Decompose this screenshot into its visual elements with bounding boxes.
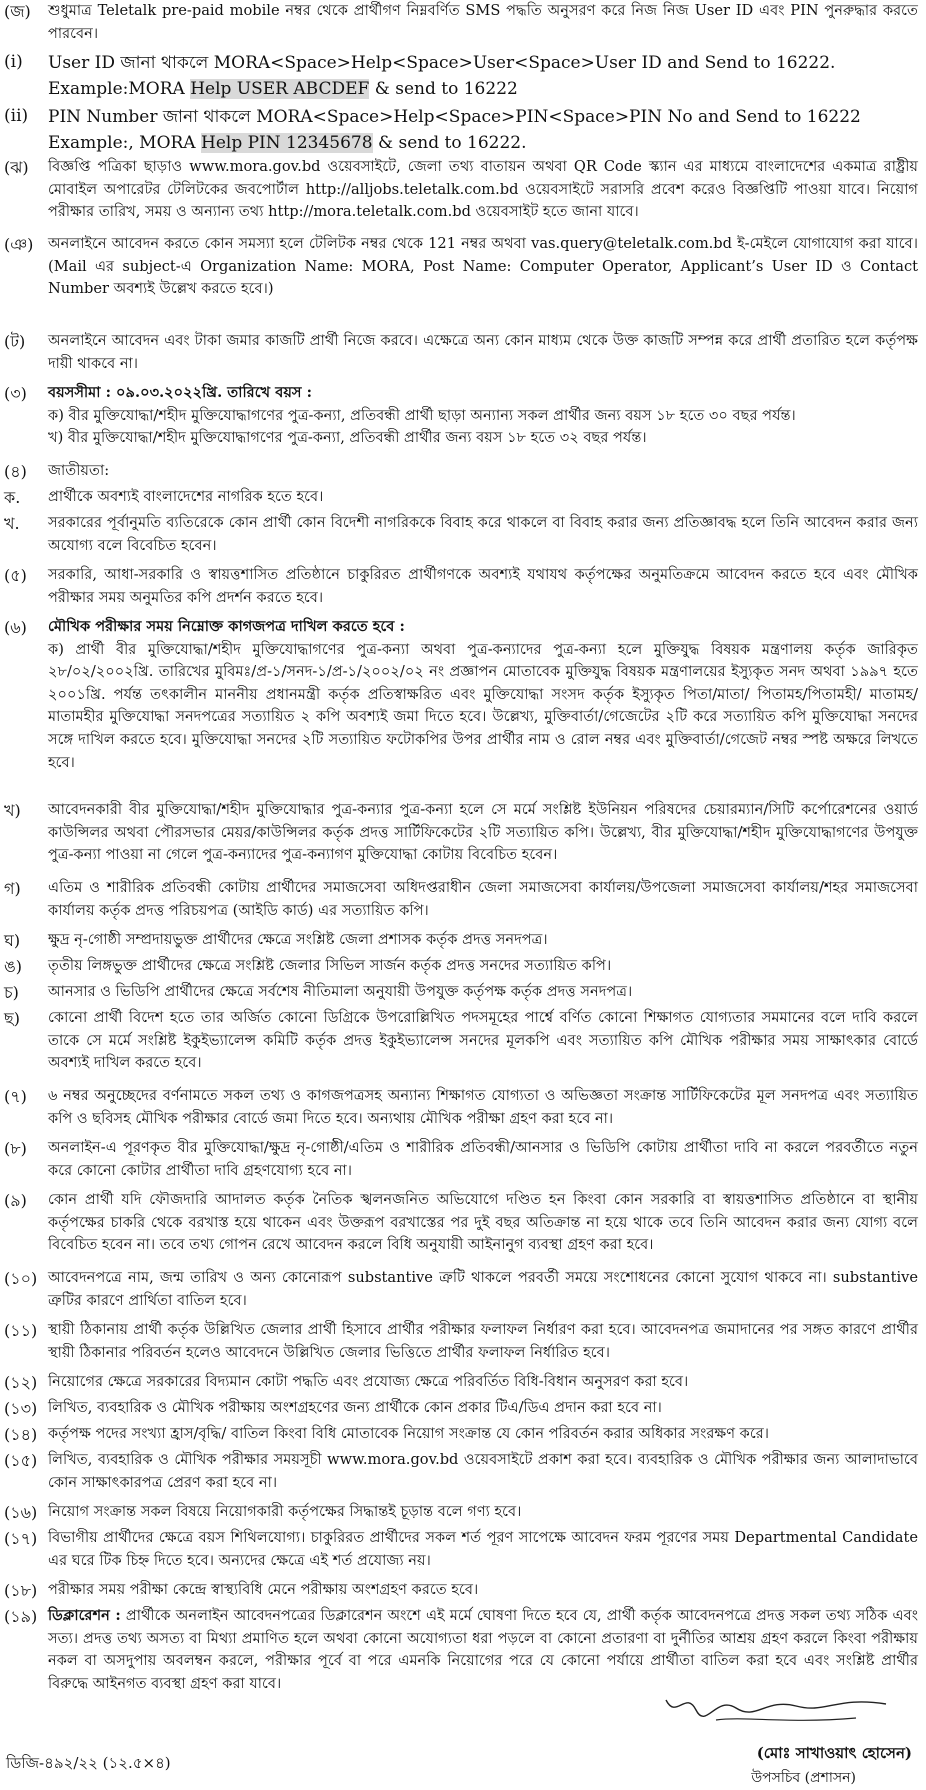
item-text: এতিম ও শারীরিক প্রতিবন্ধী কোটায় প্রার্থীদের সমাজসেবা অধিদপ্তরাধীন জেলা সমাজসেবা কার্যালয়/উপজেলা সমাজসেবা কার্যালয়/শহর সমাজসেবা কার্যালয় কর্তৃক প্রদত্ত পরিচয়পত্র (আইডি কার্ড) এর সত্যায়িত কপি। [48,879,918,919]
highlighted-example: Help PIN 12345678 [201,133,373,154]
item-number: (১৩) [4,1399,38,1418]
item-doc-chha [0,1007,926,1075]
item-number: ঙ) [4,957,22,976]
item-text: অনলাইনে আবেদন করতে কোন সমস্যা হলে টেলিটক নম্বর থেকে 121 নম্বর অথবা vas.query@teletalk.com.bd ই-মেইলে যোগাযোগ করা যাবে। (Mail এর subject-এ Organization Name: MORA, Post Name: Computer Operator, Applicant’s User ID ও Contact Number অবশ্যই উল্লেখ করতে হবে।) [48,235,918,298]
item-13 [0,1397,926,1420]
item-14 [0,1423,926,1446]
item-number: (১৮) [4,1581,38,1600]
section-title: মৌখিক পরীক্ষার সময় নিম্নোক্ত কাগজপত্র দাখিল করতে হবে : [48,618,405,635]
item-10 [0,1267,926,1312]
item-number: (১৪) [4,1425,38,1444]
item-text: ক) প্রার্থী বীর মুক্তিযোদ্ধা/শহীদ মুক্তিযোদ্ধাগণের পুত্র-কন্যা অথবা পুত্র-কন্যাদের পুত্র-কন্যা হলে মুক্তিযুদ্ধ বিষয়ক মন্ত্রণালয় কর্তৃক জারিকৃত ২৮/০২/২০০২খ্রি. তারিখের মুবিমঃ/প্র-১/সনদ-১/প্র-১/২০০২/০২ নং প্রজ্ঞাপন মোতাবেক মুক্তিযুদ্ধ বিষয়ক মন্ত্রণালয়ের ইস্যুকৃত সনদ অথবা ১৯৯৭ হতে ২০০১খ্রি. পর্যন্ত তৎকালীন মাননীয় প্রধানমন্ত্রী কর্তৃক প্রতিস্বাক্ষরিত এবং মুক্তিযোদ্ধা সংসদ কর্তৃক ইস্যুকৃত পিতা/মাতা/ পিতামহ/পিতামহী/ মাতামহ/মাতামহীর মুক্তিযোদ্ধা সনদপত্রের সত্যায়িত ২ কপি অবশ্যই জমা দিতে হবে। উল্লেখ্য, মুক্তিবার্তা/গেজেটের ২টি করে সত্যায়িত কপি মুক্তিযোদ্ধা সনদের সঙ্গে দাখিল করতে হবে। মুক্তিযোদ্ধা সনদের ২টি সত্যায়িত ফটোকপির উপর প্রার্থীর নাম ও রোল নম্বর এবং মুক্তিবার্তা/গেজেট নম্বর স্পষ্ট অক্ষরে লিখতে হবে। [48,640,918,771]
item-text: অনলাইন-এ পূরণকৃত বীর মুক্তিযোদ্ধা/ক্ষুদ্র নৃ-গোষ্ঠী/এতিম ও শারীরিক প্রতিবন্ধী/আনসার ও ভিডিপি কোটায় প্রার্থীতা দাবি না করলে পরবর্তীতে নতুন করে কোনো কোটার প্রার্থীতা দাবি গ্রহণযোগ্য হবে না। [48,1139,918,1179]
item-number: (৭) [4,1087,27,1106]
item-text: লিখিত, ব্যবহারিক ও মৌখিক পরীক্ষার সময়সূচী www.mora.gov.bd ওয়েবসাইটে প্রকাশ করা হবে। ব্যবহারিক ও মৌখিক পরীক্ষার জন্য আলাদাভাবে কোন সাক্ষাৎকারপত্র প্রেরণ করা হবে না। [48,1451,918,1491]
item-number: (১৭) [4,1529,38,1548]
item-number: (৩) [4,384,27,403]
item-text: তৃতীয় লিঙ্গভুক্ত প্রার্থীদের ক্ষেত্রে সংশ্লিষ্ট জেলার সিভিল সার্জন কর্তৃক প্রদত্ত সনদের সত্যায়িত কপি। [48,957,612,974]
item-15 [0,1449,926,1494]
item-number: খ) [4,801,21,820]
item-doc-gha [0,929,926,952]
item-pin-recovery [0,104,926,157]
item-number: (ঞ) [4,235,34,254]
item-viva-documents [0,616,926,774]
item-text: ডিক্লারেশন : প্রার্থীকে অনলাইন আবেদনপত্রের ডিক্লারেশন অংশে এই মর্মে ঘোষণা দিতে হবে যে, প্রার্থী কর্তৃক আবেদনপত্রে প্রদত্ত সকল তথ্য সঠিক এবং সত্য। প্রদত্ত তথ্য অসত্য বা মিথ্যা প্রমাণিত হলে অথবা কোনো অযোগ্যতা ধরা পড়লে বা কোনো প্রতারণা বা দুর্নীতির আশ্রয় গ্রহণ করলে কিংবা পরীক্ষায় নকল বা অসদুপায় অবলম্বন করলে, পরীক্ষার পূর্বে বা পরে এমনকি নিয়োগের পরে যে কোনো পর্যায়ে প্রার্থীতা বাতিল করা হবে এবং সংশ্লিষ্ট প্রার্থীর বিরুদ্ধে আইনগত ব্যবস্থা গ্রহণ করা যাবে। [48,1607,919,1692]
item-number: ক. [4,488,21,507]
signatory-title: উপসচিব (প্রশাসন) [751,1770,856,1786]
item-17 [0,1527,926,1572]
highlighted-example: Help USER ABCDEF [190,79,370,100]
item-text: User ID জানা থাকলে MORA<Space>Help<Space>User<Space>User ID and Send to 16222. [48,53,836,73]
item-number: (ট) [4,332,26,351]
item-text: কর্তৃপক্ষ পদের সংখ্যা হ্রাস/বৃদ্ধি/ বাতিল কিংবা বিধি মোতাবেক নিয়োগ সংক্রান্ত যে কোন পরিবর্তন করার অধিকার সংরক্ষণ করে। [48,1425,770,1442]
item-number: (১০) [4,1269,38,1288]
item-jha-sms [0,0,926,45]
item-text: আনসার ও ভিডিপি প্রার্থীদের ক্ষেত্রে সর্বশেষ নীতিমালা অনুযায়ী উপযুক্ত কর্তৃপক্ষ কর্তৃক প্রদত্ত সনদপত্র। [48,983,633,1000]
item-number: ঘ) [4,931,21,950]
item-number: (১২) [4,1373,38,1392]
item-text: কোন প্রার্থী যদি ফৌজদারি আদালত কর্তৃক নৈতিক স্খলনজনিত অভিযোগে দণ্ডিত হন কিংবা কোন সরকারি বা স্বায়ত্তশাসিত প্রতিষ্ঠানে বা স্থানীয় কর্তৃপক্ষের চাকরি থেকে বরখাস্ত হয়ে থাকেন এবং উক্তরূপ বরখাস্তের পর দুই বছর অতিক্রান্ত না হয়ে থাকে তবে তিনি আবেদন করার জন্য যোগ্য বলে বিবেচিত হবেন না। তবে তথ্য গোপন রেখে আবেদন করলে বিধি অনুযায়ী আইনানুগ ব্যবস্থা গ্রহণ করা হবে। [48,1191,918,1254]
item-number: (i) [4,52,23,72]
example-line: Example:, MORA Help PIN 12345678 & send to 16222. [48,133,527,154]
item-text: কোনো প্রার্থী বিদেশ হতে তার অর্জিত কোনো ডিগ্রিকে উপরোল্লিখিত পদসমূহের পার্শ্বে বর্ণিত কোনো শিক্ষাগত যোগ্যতার সমমানের বলে দাবি করলে তাকে সে মর্মে সংশ্লিষ্ট ইকুইভ্যালেন্স কমিটি কর্তৃক প্রদত্ত ইকুইভ্যালেন্স সনদের মূলকপি এবং সত্যায়িত কপি মৌখিক পরীক্ষার সময় সাক্ষাৎকার বোর্ডে অবশ্যই দাখিল করতে হবে। [48,1009,918,1072]
section-title: ডিক্লারেশন : [48,1607,121,1624]
document-code: ডিজি-৪৯২/২২ (১২.৫×৪) [6,1754,171,1772]
signatory-name: (মোঃ সাখাওয়াৎ হোসেন) [756,1744,912,1762]
item-nationality-a [0,486,926,509]
item-number: (৬) [4,618,27,637]
example-line: Example:MORA Help USER ABCDEF & send to 16222 [48,79,518,100]
item-text: আবেদনপত্রে নাম, জন্ম তারিখ ও অন্য কোনোরূপ substantive ত্রুটি থাকলে পরবর্তী সময়ে সংশোধনের কোনো সুযোগ থাকবে না। substantive ত্রুটির কারণে প্রার্থিতা বাতিল হবে। [48,1269,918,1309]
item-number: (১৫) [4,1451,38,1470]
item-number: (৪) [4,462,27,481]
item-text: ৬ নম্বর অনুচ্ছেদের বর্ণনামতে সকল তথ্য ও কাগজপত্রসহ অন্যান্য শিক্ষাগত যোগ্যতা ও অভিজ্ঞতা সংক্রান্ত সার্টিফিকেটের মূল সনদপত্র এবং সত্যায়িত কপি ও ছবিসহ মৌখিক পরীক্ষার বোর্ডে জমা দিতে হবে। অন্যথায় মৌখিক পরীক্ষা গ্রহণ করা হবে না। [48,1087,918,1127]
item-doc-ga [0,877,926,922]
item-number: (৫) [4,566,27,585]
item-text: অনলাইনে আবেদন এবং টাকা জমার কাজটি প্রার্থী নিজে করবে। এক্ষেত্রে অন্য কোন মাধ্যম থেকে উক্ত কাজটি সম্পন্ন করে প্রার্থী প্রতারিত হলে কর্তৃপক্ষ দায়ী থাকবে না। [48,332,918,372]
signature-scrawl-icon [656,1690,896,1730]
item-doc-cha [0,981,926,1004]
item-text: বিভাগীয় প্রার্থীদের ক্ষেত্রে বয়স শিথিলযোগ্য। চাকুরিরত প্রার্থীদের সকল শর্ত পূরণ সাপেক্ষে আবেদন ফরম পূরণের সময় Departmental Candidate এর ঘরে টিক চিহ্ন দিতে হবে। অন্যদের ক্ষেত্রে এই শর্ত প্রযোজ্য নয়। [48,1529,918,1569]
handwritten-signature [656,1690,896,1730]
item-number: (ঝ) [4,158,29,177]
item-text: পরীক্ষার সময় পরীক্ষা কেন্দ্রে স্বাস্থ্যবিধি মেনে পরীক্ষায় অংশগ্রহণ করতে হবে। [48,1581,479,1598]
item-contact-info [0,233,926,301]
item-nationality-b [0,512,926,557]
item-user-id-recovery [0,50,926,103]
item-text: আবেদনকারী বীর মুক্তিযোদ্ধা/শহীদ মুক্তিযোদ্ধার পুত্র-কন্যার পুত্র-কন্যা হলে সে মর্মে সংশ্লিষ্ট ইউনিয়ন পরিষদের চেয়ারম্যান/সিটি কর্পোরেশনের ওয়ার্ড কাউন্সিলর অথবা পৌরসভার মেয়র/কাউন্সিলর কর্তৃক প্রদত্ত সার্টিফিকেটের ২টি সত্যায়িত কপি। উল্লেখ্য, বীর মুক্তিযোদ্ধা/শহীদ মুক্তিযোদ্ধাগণের উপযুক্ত পুত্র-কন্যা পাওয়া না গেলে পুত্র-কন্যাদের পুত্র-কন্যাগণ মুক্তিযোদ্ধা কোটায় বিবেচিত হবেন। [48,801,918,864]
item-number: (ii) [4,106,29,126]
section-title: বয়সসীমা : ০৯.০৩.২০২২খ্রি. তারিখে বয়স : [48,384,313,401]
item-16 [0,1501,926,1524]
item-doc-kha [0,799,926,867]
item-text: নিয়োগ সংক্রান্ত সকল বিষয়ে নিয়োগকারী কর্তৃপক্ষের সিদ্ধান্তই চূড়ান্ত বলে গণ্য হবে। [48,1503,522,1520]
item-number: খ. [4,514,20,533]
item-text: স্থায়ী ঠিকানায় প্রার্থী কর্তৃক উল্লিখিত জেলার প্রার্থী হিসাবে প্রার্থীর পরীক্ষার ফলাফল নির্ধারণ করা হবে। আবেদনপত্র জমাদানের পর সঙ্গত কারণে প্রার্থীর স্থায়ী ঠিকানার পরিবর্তন হলেও আবেদনে উল্লিখিত জেলার ভিত্তিতে প্রার্থীর ফলাফল নির্ধারিত হবে। [48,1321,918,1361]
item-text: বিজ্ঞপ্তি পত্রিকা ছাড়াও www.mora.gov.bd ওয়েবসাইটে, জেলা তথ্য বাতায়ন অথবা QR Code স্ক্যান এর মাধ্যমে বাংলাদেশের একমাত্র রাষ্ট্রীয় মোবাইল অপারেটর টেলিটকের জবপোর্টাল http://alljobs.teletalk.com.bd ওয়েবসাইটে সরাসরি প্রবেশ করেও বিজ্ঞপ্তিটি পাওয়া যাবে। নিয়োগ পরীক্ষার তারিখ, সময় ও অন্যান্য তথ্য http://mora.teletalk.com.bd ওয়েবসাইট হতে জানা যাবে। [48,158,918,221]
item-text: শুধুমাত্র Teletalk pre-paid mobile নম্বর থেকে প্রার্থীগণ নিম্নবর্ণিত SMS পদ্ধতি অনুসরণ করে নিজ নিজ User ID এবং PIN পুনরুদ্ধার করতে পারবেন। [48,2,918,42]
item-text: প্রার্থীকে অবশ্যই বাংলাদেশের নাগরিক হতে হবে। [48,488,324,505]
item-7 [0,1085,926,1130]
item-text: লিখিত, ব্যবহারিক ও মৌখিক পরীক্ষায় অংশগ্রহণের জন্য প্রার্থীকে কোন প্রকার টিএ/ডিএ প্রদান করা হবে না। [48,1399,662,1416]
item-text: ক্ষুদ্র নৃ-গোষ্ঠী সম্প্রদায়ভুক্ত প্রার্থীদের ক্ষেত্রে সংশ্লিষ্ট জেলা প্রশাসক কর্তৃক প্রদত্ত সনদপত্র। [48,931,548,948]
item-number: ছ) [4,1009,20,1028]
item-text: সরকারের পূর্বানুমতি ব্যতিরেকে কোন প্রার্থী কোন বিদেশী নাগরিককে বিবাহ করে থাকলে বা বিবাহ করার জন্য প্রতিজ্ঞাবদ্ধ হলে তিনি আবেদন করার জন্য অযোগ্য বলে বিবেচিত হবেন। [48,514,918,554]
item-number: (১৬) [4,1503,38,1522]
item-number: গ) [4,879,21,898]
item-19-declaration [0,1605,926,1695]
item-number: (১৯) [4,1607,38,1626]
item-18 [0,1579,926,1602]
item-11 [0,1319,926,1364]
item-number: (জ) [4,2,31,21]
item-text: নিয়োগের ক্ষেত্রে সরকারের বিদ্যমান কোটা পদ্ধতি এবং প্রযোজ্য ক্ষেত্রে পরিবর্তিত বিধি-বিধান অনুসরণ করা হবে। [48,1373,689,1390]
item-number: (৯) [4,1191,27,1210]
item-employed-permission [0,564,926,609]
item-8 [0,1137,926,1182]
item-number: (১১) [4,1321,38,1340]
item-text: জাতীয়তা: [48,462,110,479]
item-text: সরকারি, আধা-সরকারি ও স্বায়ত্তশাসিত প্রতিষ্ঠানে চাকুরিরত প্রার্থীগণকে অবশ্যই যথাযথ কর্তৃপক্ষের অনুমতিক্রমে আবেদন করতে হবে এবং মৌখিক পরীক্ষার সময় অনুমতির কপি প্রদর্শন করতে হবে। [48,566,918,606]
item-text: ক) বীর মুক্তিযোদ্ধা/শহীদ মুক্তিযোদ্ধাগণের পুত্র-কন্যা, প্রতিবন্ধী প্রার্থী ছাড়া অন্যান্য সকল প্রার্থীর জন্য বয়স ১৮ হতে ৩০ বছর পর্যন্ত। [48,406,796,424]
item-number: চ) [4,983,19,1002]
item-text: PIN Number জানা থাকলে MORA<Space>Help<Space>PIN<Space>PIN No and Send to 16222 [48,107,861,127]
item-website-info [0,156,926,224]
item-9 [0,1189,926,1257]
item-number: (৮) [4,1139,27,1158]
item-nationality [0,460,926,483]
item-12 [0,1371,926,1394]
item-text-2: খ) বীর মুক্তিযোদ্ধা/শহীদ মুক্তিযোদ্ধাগণের পুত্র-কন্যা, প্রতিবন্ধী প্রার্থীর জন্য বয়স ১৮ হতে ৩২ বছর পর্যন্ত। [48,429,647,447]
item-self-application [0,330,926,375]
item-age-limit [0,382,926,450]
item-doc-umo [0,955,926,978]
